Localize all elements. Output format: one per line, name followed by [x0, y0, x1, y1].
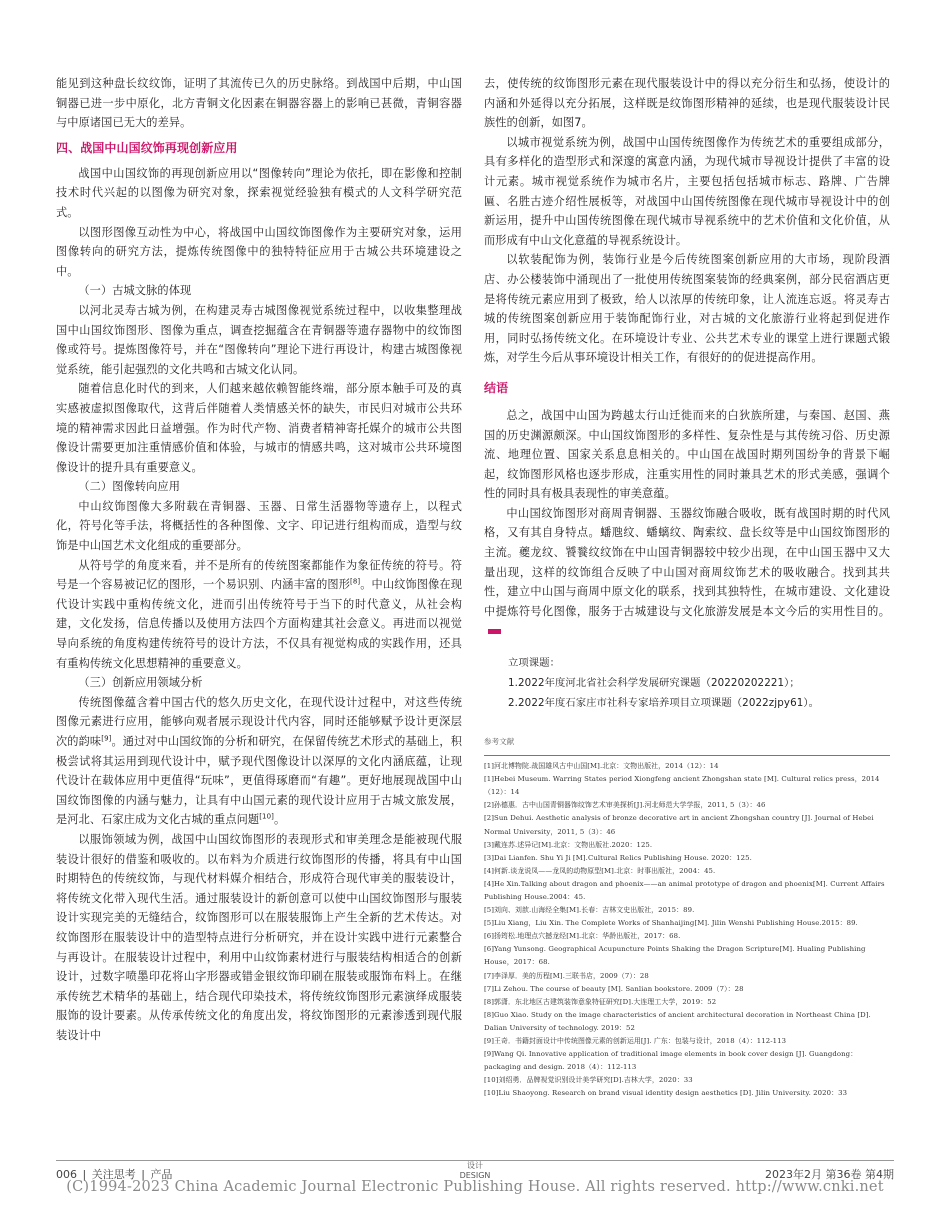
project-item: 2.2022年度石家庄市社科专家培养项目立项课题（2022zjpy61）。 [508, 697, 820, 710]
section-label: 关注思考 [91, 1168, 136, 1181]
project-funding [484, 653, 890, 713]
journal-name-cn: 设计 [467, 1161, 483, 1170]
issue-info: 2023年2月 第36卷 第4期 [765, 1168, 894, 1181]
reference-item: [2]孙德惠．古中山国青铜器饰纹饰艺术审美探析[J].河北师范大学学报，2011, 5（3）：46 [484, 801, 766, 810]
reference-item: [2]Sun Dehui. Aesthetic analysis of bronze decorative art in ancient Zhongshan country [J]. Journal of Hebei Normal University，2011, 5（3）：46 [484, 814, 874, 836]
text-run: 。 [273, 813, 286, 827]
reference-item: [10]Liu Shaoyong. Research on brand visual identity design aesthetics [D]. Jilin University. 2020：33 [484, 1089, 848, 1098]
citation-9: [9] [101, 734, 112, 743]
copyright-watermark: (C)1994-2023 China Academic Journal Electronic Publishing House. All rights reserved. http://www.cnki.net [66, 1179, 884, 1195]
text-run: 。中山纹饰图像在现代设计实践中重构传统文化，进而引出传统符号于当下的时代意义，从社会构建，文化发扬，信息传播以及使用方法四个方面构建其社会意义。再进而以视觉导向系统的角度构建传统符号的设计方法，不仅具有视觉构成的实践作用，还具有重构传统文化思想精神的重要意义。 [56, 578, 462, 670]
reference-item: [5]刘向、刘歆.山海经全集[M].长春：吉林文史出版社，2015：89. [484, 906, 695, 915]
journal-logo [455, 1161, 495, 1181]
page-number: 006 [56, 1168, 77, 1181]
right-column [484, 74, 890, 1100]
subsection-heading-3: （三）创新应用领域分析 [78, 676, 203, 690]
reference-item: [9]王奇．书籍封面设计中传统图像元素的创新运用[J]. 广东：包装与设计，2018（4）：112-113 [484, 1037, 787, 1045]
reference-item: [8]Guo Xiao. Study on the image characteristics of ancient architectural decoration in Northeast China [D]. Dalian University of technology. 2019：52 [484, 1010, 871, 1032]
subsection-heading-1: （一）古城文脉的体现 [78, 284, 192, 298]
project-item: 1.2022年度河北省社会科学发展研究课题（20220202221）； [508, 677, 800, 690]
paragraph [56, 693, 462, 830]
section-heading-4: 四、战国中山国纹饰再现创新应用 [56, 140, 238, 155]
paragraph: 能见到这种盘长纹纹饰，证明了其流传已久的历史脉络。到战国中后期，中山国铜器已进一步中原化，北方青铜文化因素在铜器容器上的影响已甚微，青铜容器与中原诸国已无大的差异。 [56, 77, 462, 130]
paragraph: 以图形图像互动性为中心，将战国中山国纹饰图像作为主要研究对象，运用图像转向的研究方法，提炼传统图像中的独特特征应用于古城公共环境建设之中。 [56, 225, 462, 278]
separator: | [141, 1168, 145, 1181]
section-label: 产品 [150, 1168, 173, 1181]
paragraph: 以服饰领域为例，战国中山国纹饰图形的表现形式和审美理念是能被现代服装设计很好的借鉴和吸收的。以布料为介质进行纹饰图形的传播，将具有中山国时期特色的传统纹饰，与现代材料媒介相结合，形成符合现代审美的服装设计，将传统文化带入现代生活。通过服装设计的新创意可以使中山国纹饰图形与服装设计实现完美的无缝结合，纹饰图形可以在服装服饰上产生全新的艺术传达。对纹饰图形在服装设计中的造型特点进行分析研究，并在设计实践中进行元素整合与再设计。在服装设计过程中，利用中山纹饰素材进行与服装结构相适合的创新设计，过数字喷墨印花将山字形器或错金银纹饰印刷在服装或服饰布料上。在继承传统艺术精华的基础上，结合现代印染技术，将传统纹饰图形元素演绎成服装服饰的设计要素。从传承传统文化的角度出发，将纹饰图形的元素渗透到现代服装设计中 [56, 832, 462, 1042]
text-run: 从符号学的角度来看，并不是所有的传统图案都能作为象征传统的符号。符号是一个容易被记忆的图形，一个易识别、内涵丰富的图形 [56, 558, 462, 592]
reference-item: [4]He Xin.Talking about dragon and phoenix——an animal prototype of dragon and phoenix[M]. Current Affairs Publishing House.2004：45. [484, 879, 885, 901]
reference-item: [5]Liu Xiang，Liu Xin. The Complete Works of Shanhaijing[M]. Jilin Wenshi Publishing House.2015：89. [484, 919, 858, 928]
paragraph: 以软装配饰为例，装饰行业是今后传统图案创新应用的大市场，现阶段酒店、办公楼装饰中涌现出了一批使用传统图案装饰的经典案例，部分民宿酒店更是将传统元素应用到了极致，给人以浓厚的传统印象，让人流连忘返。将灵寿古城的传统图案创新应用于装饰配饰行业，对古城的文化旅游行业将起到促进作用，同时弘扬传统文化。在环境设计专业、公共艺术专业的课堂上进行课题式锻炼，对学生今后从事环境设计相关工作，有很好的的促进提高作用。 [484, 253, 890, 365]
paragraph: 以城市视觉系统为例，战国中山国传统图像作为传统艺术的重要组成部分，具有多样化的造型形式和深邃的寓意内涵，为现代城市导视设计提供了丰富的设计元素。城市视觉系统作为城市名片，主要包括包括城市标志、路牌、广告牌匾、名胜古迹介绍性展板等，对战国中山国传统图像在现代城市导视设计中的创新运用，提升中山国传统图像在现代城市导视系统中的艺术价值和文化价值，从而形成有中山文化意蕴的导视系统设计。 [484, 135, 890, 247]
paragraph [484, 504, 890, 641]
reference-item: [7]Li Zehou. The course of beauty [M]. Sanlian bookstore. 2009（7）：28 [484, 984, 744, 993]
reference-item: [4]何新.谈龙说凤——龙凤的动物原型[M].北京：时事出版社，2004：45. [484, 866, 716, 875]
text-run: 传统图像蕴含着中国古代的悠久历史文化，在现代设计过程中，对这些传统图像元素进行应用，能够向观者展示现设计代内容，同时还能够赋予设计更深层次的韵味 [56, 695, 462, 748]
reference-item: [9]Wang Qi. Innovative application of traditional image elements in book cover design [J]. Guangdong：packaging and design. 2018（4）：112-113 [484, 1050, 858, 1072]
text-run: 。通过对中山国纹饰的分析和研究，在保留传统艺术形式的基础上，积极尝试将其运用到现代设计中，赋予现代图像设计以深厚的文化内涵底蕴，让现代设计在载体应用中更值得“玩味”，更值得琢磨而“有趣”。更好地展现战国中山国纹饰图像的内涵与魅力，让具有中山国元素的现代设计应用于古城文旅发展，是河北、石家庄成为文化古城的重点问题 [56, 735, 462, 827]
reference-item: [1]Hebei Museum. Warring States period Xiongfeng ancient Zhongshan state [M]. Cultural relics press，2014（12）：14 [484, 775, 880, 797]
reference-item: [3]Dai Lianfen. Shu Yi Ji [M].Cultural Relics Publishing House. 2020：125. [484, 853, 752, 862]
left-column [56, 74, 462, 1046]
text-run: 中山国纹饰图形对商周青铜器、玉器纹饰融合吸收，既有战国时期的时代风格，又有其自身特点。蟠虺纹、蟠螭纹、陶索纹、盘长纹等是中山国纹饰图形的主流。夔龙纹、饕餮纹纹饰在中山国青铜器较中较少出现，在中山国玉器中又大量出现，这样的纹饰组合反映了中山国对商周纹饰艺术的吸收融合。找到其共性，建立中山国与商周中原文化的联系，找到其独特性，在城市建设、文化建设中提炼符号化图像，服务于古城建设与文化旅游发展是本文今后的实用性目的。 [484, 506, 890, 618]
references-list [484, 760, 890, 1100]
references-title: 参考文献 [484, 737, 515, 747]
citation-8: [8] [350, 577, 361, 586]
paragraph: 去，使传统的纹饰图形元素在现代服装设计中的得以充分衍生和弘扬，使设计的内涵和外延得以充分拓展，这样既是纹饰图形精神的延续，也是现代服装设计民族性的创新，如图7。 [484, 77, 890, 130]
citation-10: [10] [259, 812, 274, 821]
journal-name-en: DESIGN [459, 1171, 491, 1180]
conclusion-heading: 结语 [484, 380, 509, 395]
reference-item: [1]河北博物院.战国雄风古中山国[M].北京：文物出版社，2014（12）：14 [484, 762, 719, 771]
reference-item: [6]扬筠松.地理点穴撼龙经[M].北京：华龄出版社，2017：68. [484, 932, 681, 941]
reference-item: [10]刘绍勇．品牌视觉识别设计美学研究[D].吉林大学，2020：33 [484, 1076, 693, 1085]
paragraph [56, 556, 462, 674]
paragraph: 随着信息化时代的到来，人们越来越依赖智能终端，部分原本触手可及的真实感被虚拟图像取代，这背后伴随着人类情感关怀的缺失，市民归对城市公共环境的精神需求因此日益增强。作为时代产物、消费者精神寄托媒介的城市公共图像设计需要更加注重情感价值和体验，与城市的情感共鸣，这对城市公共环境图像设计的提升具有重要意义。 [56, 382, 462, 474]
paragraph: 以河北灵寿古城为例，在构建灵寿古城图像视觉系统过程中，以收集整理战国中山国纹饰图形、图像为重点，调查挖掘蕴含在青铜器等遗存器物中的纹饰图像或符号。提炼图像符号，并在“图像转向”理论下进行再设计，构建古城图像视觉系统，能引起强烈的文化共鸣和古城文化认同。 [56, 303, 462, 376]
paragraph: 总之，战国中山国为跨越太行山迁徙而来的白狄族所建，与秦国、赵国、燕国的历史渊源颇深。中山国纹饰图形的多样性、复杂性是与其传统习俗、历史源流、地理位置、国家关系息息相关的。中山国在战国时期列国纷争的背景下崛起，纹饰图形风格也逐步形成，注重实用性的同时兼具艺术的形式美感，强调个性的同时具有极具表现性的审美意蕴。 [484, 408, 890, 501]
subsection-heading-2: （二）图像转向应用 [78, 480, 180, 494]
reference-item: [7]李泽厚．美的历程[M].三联书店，2009（7）：28 [484, 971, 649, 980]
references-divider [484, 755, 890, 756]
reference-item: [6]Yang Yunsong. Geographical Acupuncture Points Shaking the Dragon Scripture[M]. Hualing Publishing House，2017：68. [484, 945, 866, 967]
reference-item: [8]郭潇．东北地区古建筑装饰意象特征研究[D].大连理工大学，2019：52 [484, 997, 717, 1006]
end-mark [488, 629, 501, 634]
paragraph: 中山纹饰图像大多附载在青铜器、玉器、日常生活器物等遗存上，以程式化，符号化等手法，将概括性的各种图像、文字、印记进行组构而成，造型与纹饰是中山国艺术文化组成的重要部分。 [56, 499, 462, 553]
separator: | [82, 1168, 87, 1181]
paragraph: 战国中山国纹饰的再现创新应用以“图像转向”理论为依托，即在影像和控制技术时代兴起的以图像为研究对象，探索视觉经验独有模式的人文科学研究范式。 [56, 166, 462, 219]
project-title: 立项课题： [508, 657, 560, 670]
reference-item: [3]戴连苏.述异记[M].北京：文物出版社.2020：125. [484, 840, 653, 849]
